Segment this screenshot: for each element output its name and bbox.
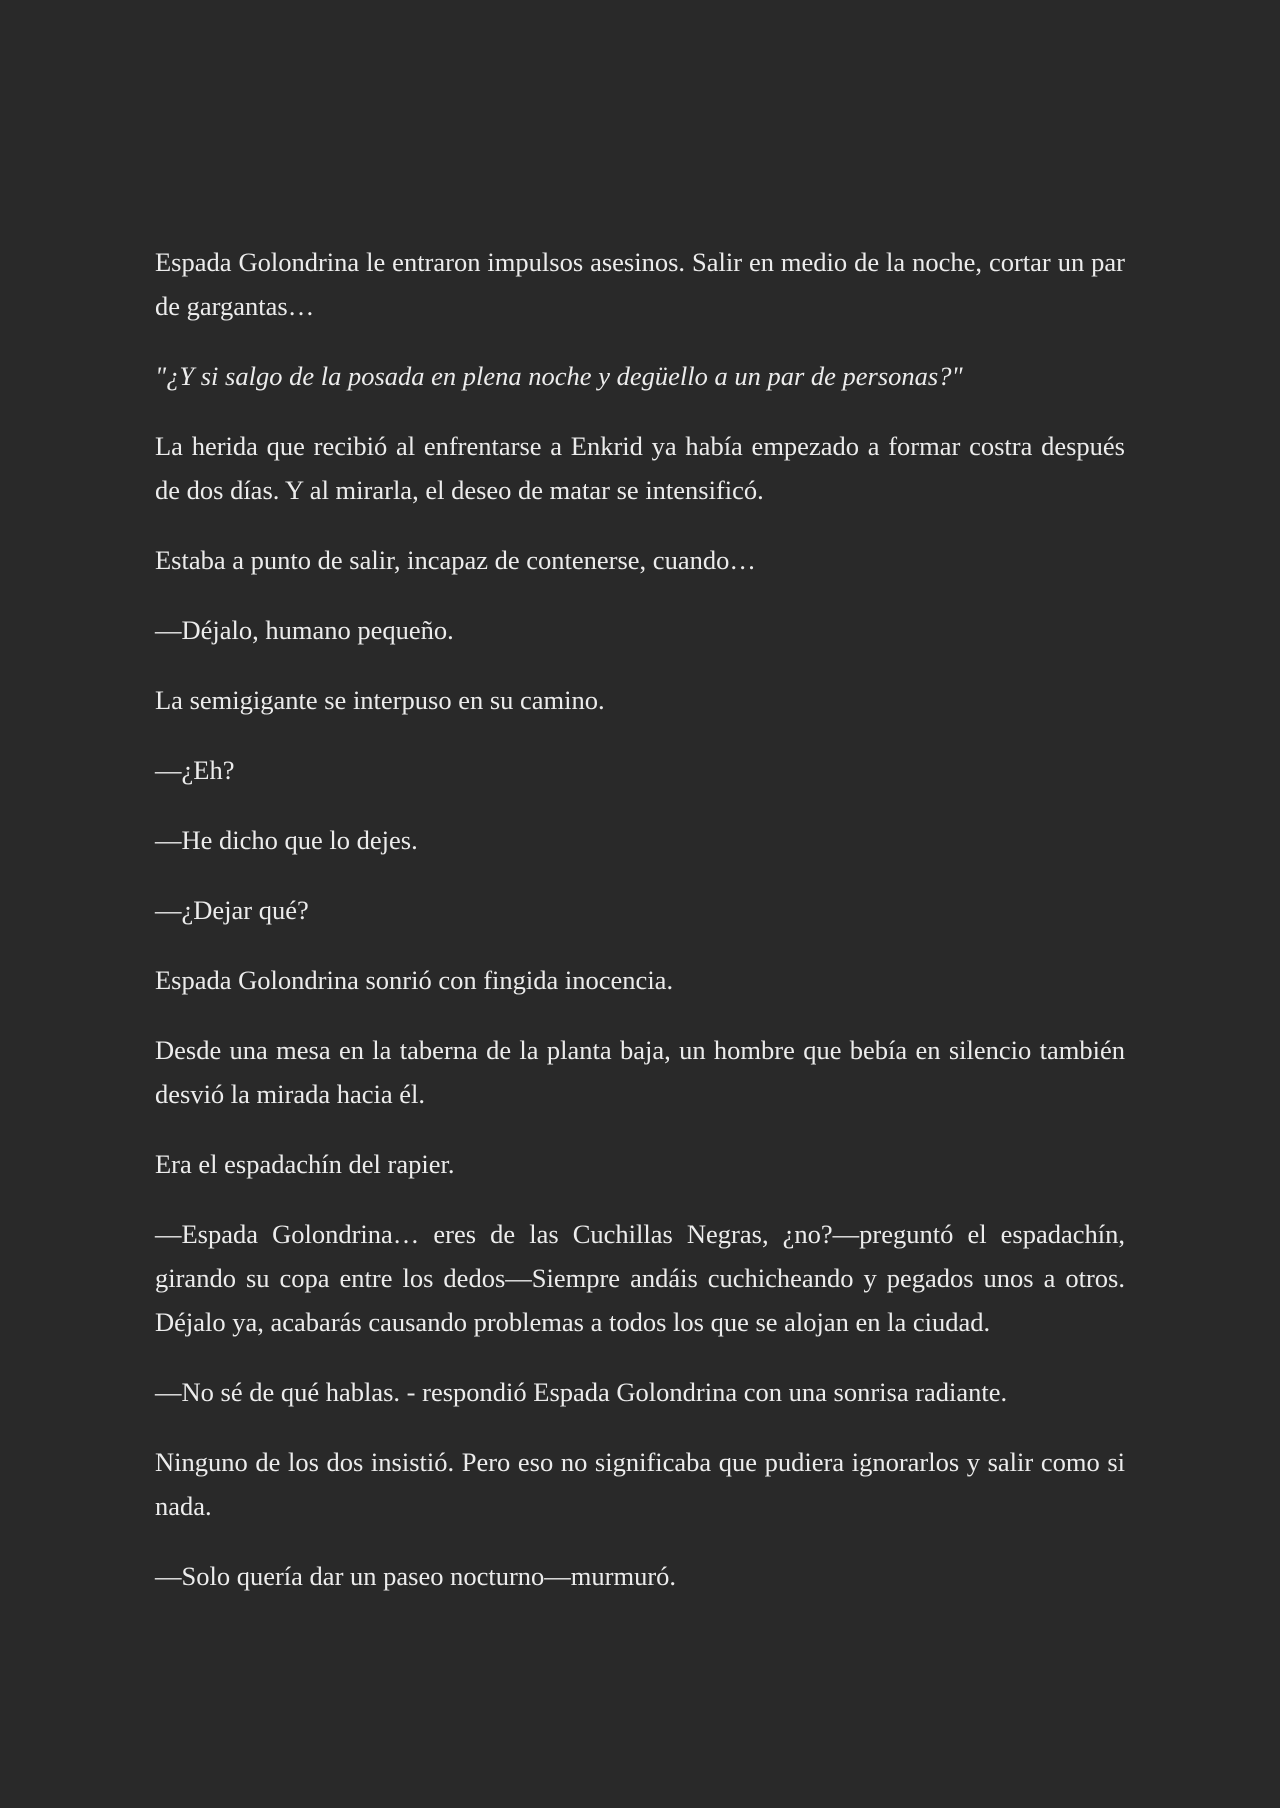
paragraph: La herida que recibió al enfrentarse a Enkrid ya había empezado a formar costra después de dos días. Y al mirarla, el deseo de matar se intensificó. (155, 431, 1125, 505)
chapter-text (155, 240, 1125, 1624)
paragraph: Espada Golondrina sonrió con fingida inocencia. (155, 965, 674, 995)
dialogue-line: —No sé de qué hablas. - respondió Espada Golondrina con una sonrisa radiante. (155, 1377, 1008, 1407)
paragraph: La semigigante se interpuso en su camino. (155, 685, 605, 715)
dialogue-line: —Espada Golondrina… eres de las Cuchillas Negras, ¿no?—preguntó el espadachín, girando su copa entre los dedos—Siempre andáis cuchicheando y pegados unos a otros. Déjalo ya, acabarás causando problemas a todos los que se alojan en la ciudad. (155, 1219, 1125, 1337)
dialogue-line: —Déjalo, humano pequeño. (155, 615, 454, 645)
paragraph: Espada Golondrina le entraron impulsos asesinos. Salir en medio de la noche, cortar un par de gargantas… (155, 247, 1125, 321)
dialogue-line: —Solo quería dar un paseo nocturno—murmuró. (155, 1561, 677, 1591)
paragraph: Desde una mesa en la taberna de la planta baja, un hombre que bebía en silencio también desvió la mirada hacia él. (155, 1035, 1125, 1109)
paragraph: Era el espadachín del rapier. (155, 1149, 455, 1179)
dialogue-line: —¿Eh? (155, 755, 235, 785)
paragraph: Estaba a punto de salir, incapaz de contenerse, cuando… (155, 545, 756, 575)
dialogue-line: —He dicho que lo dejes. (155, 825, 418, 855)
paragraph: Ninguno de los dos insistió. Pero eso no significaba que pudiera ignorarlos y salir como si nada. (155, 1447, 1125, 1521)
thought-paragraph: "¿Y si salgo de la posada en plena noche y degüello a un par de personas?" (155, 361, 963, 391)
dialogue-line: —¿Dejar qué? (155, 895, 309, 925)
